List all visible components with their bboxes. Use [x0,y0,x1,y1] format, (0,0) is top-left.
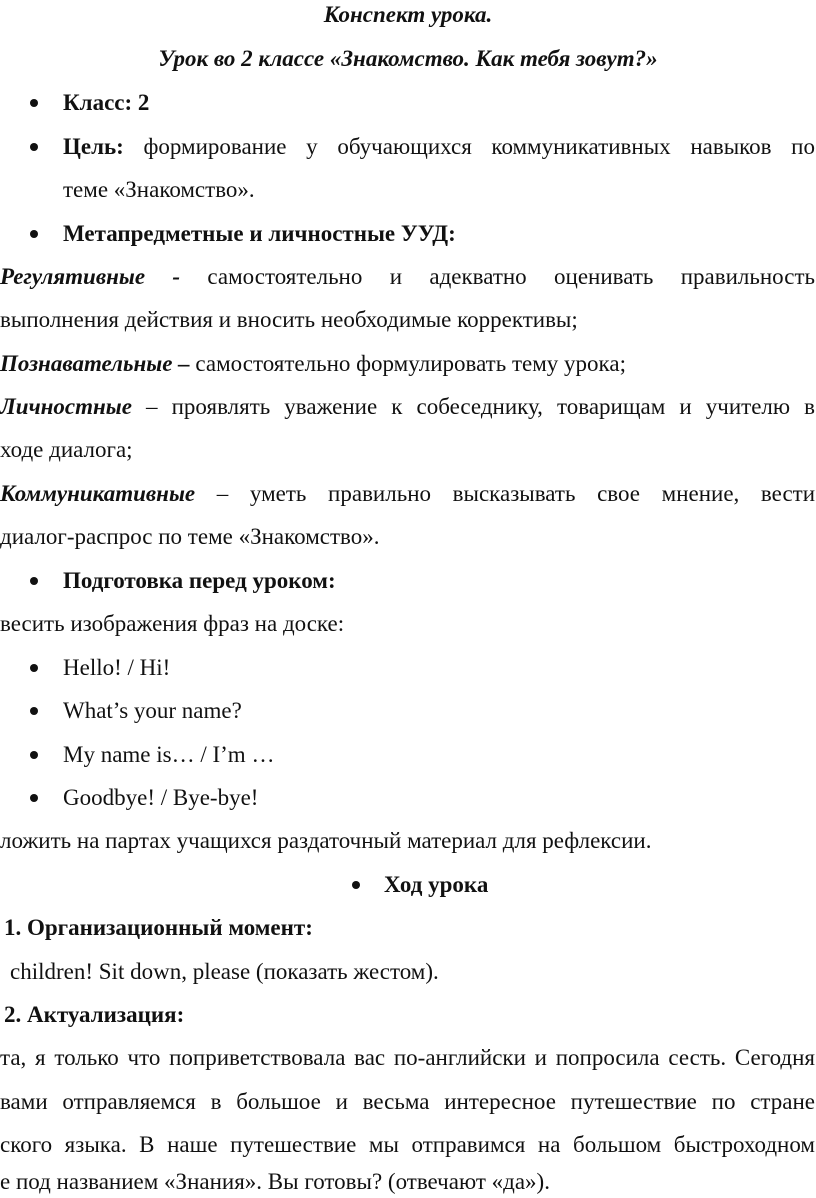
goal-text-1: формирование у обучающихся коммуникативных навыков по [143,134,815,159]
bullet-icon [30,751,38,759]
class-label: Класс: 2 [63,90,150,115]
bullet-icon [30,143,38,151]
uud-heading: Метапредметные и личностные УУД: [63,221,456,246]
lesson-subtitle: Урок во 2 классе «Знакомство. Как тебя зовут?» [158,46,658,71]
regulative-line-1 [0,263,815,291]
bullet-icon [30,707,38,715]
bullet-icon [30,577,38,585]
goal-line-1 [63,133,815,161]
phrase-item: What’s your name? [63,698,242,723]
cognitive-line [0,350,626,378]
cognitive-text: самостоятельно формулировать тему урока; [195,351,626,376]
communicative-label: Коммуникативные [0,481,196,506]
step2-line: та, я только что поприветствовала вас по-английски и попросила сесть. Сегодня [0,1045,815,1070]
bullet-icon [352,881,360,889]
phrase-item: Hello! / Hi! [63,655,171,680]
personal-label: Личностные [0,394,132,419]
phrase-item: My name is… / I’m … [63,742,275,767]
communicative-text-2: диалог-распрос по теме «Знакомство». [0,524,380,549]
regulative-label: Регулятивные - [0,264,181,289]
step1-heading: 1. Организационный момент: [4,915,313,940]
cognitive-label: Познавательные – [0,351,190,376]
regulative-text-2: выполнения действия и вносить необходимые коррективы; [0,307,578,332]
personal-line-1 [0,393,815,421]
bullet-icon [30,230,38,238]
communicative-line-1 [0,480,815,508]
step1-text: children! Sit down, please (показать жестом). [10,959,439,984]
personal-text-2: ходе диалога; [0,437,133,462]
prep-intro: весить изображения фраз на доске: [0,611,345,636]
bullet-icon [30,99,38,107]
communicative-text-1: – уметь правильно высказывать свое мнение, вести [216,481,816,506]
step2-line: вами отправляемся в большое и весьма интересное путешествие по стране [0,1089,815,1114]
bullet-icon [30,794,38,802]
prep-handout: ложить на партах учащихся раздаточный материал для рефлексии. [0,828,652,853]
step2-heading: 2. Актуализация: [4,1002,185,1027]
document-title: Конспект урока. [323,2,493,27]
phrase-item: Goodbye! / Bye-bye! [63,785,259,810]
bullet-icon [30,664,38,672]
regulative-text-1: самостоятельно и адекватно оценивать правильность [207,264,815,289]
step2-line: е под названием «Знания». Вы готовы? (отвечают «да»). [0,1169,550,1194]
goal-label: Цель: [63,134,124,159]
personal-text-1: – проявлять уважение к собеседнику, товарищам и учителю в [146,394,816,419]
step2-line: ского языка. В наше путешествие мы отправимся на большом быстроходном [0,1132,815,1157]
goal-text-2: теме «Знакомство». [63,177,255,202]
prep-heading: Подготовка перед уроком: [63,568,336,593]
lesson-heading: Ход урока [384,872,489,897]
